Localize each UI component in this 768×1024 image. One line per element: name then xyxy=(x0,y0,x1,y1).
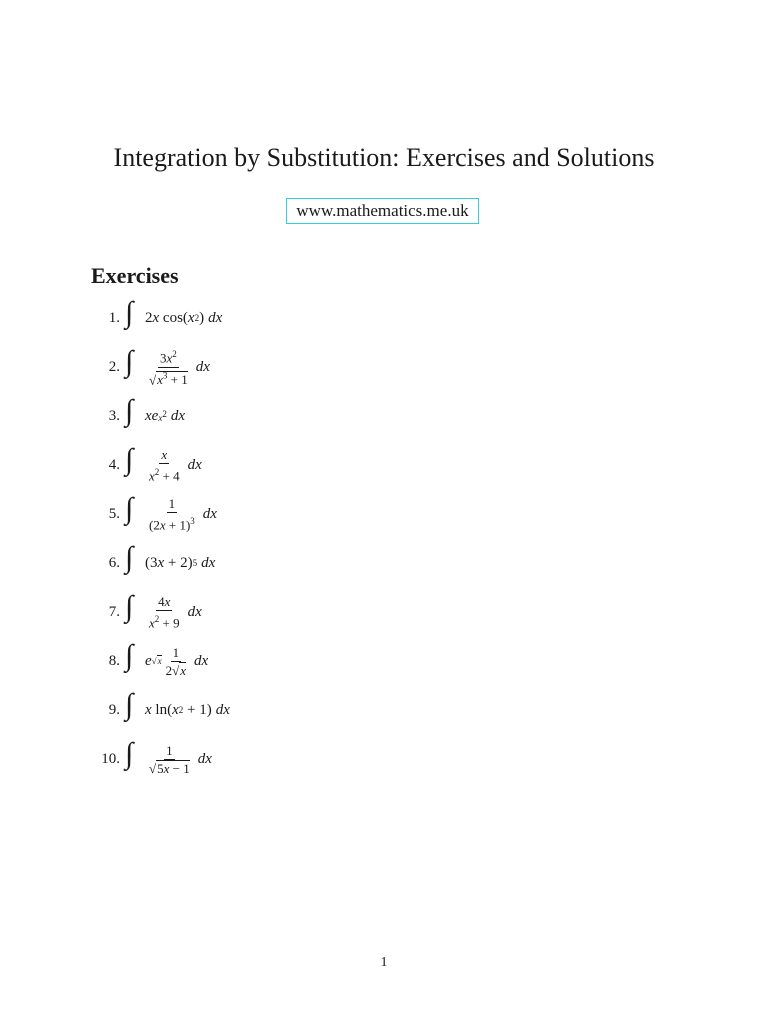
integral-sign-icon: ∫ xyxy=(125,492,134,525)
integrand: $\frac{1}{(2x + 1)^3}$ dx xyxy=(149,495,217,533)
integral-sign-icon: ∫ xyxy=(125,639,134,672)
integral-sign-icon: ∫ xyxy=(125,688,134,721)
page-title: Integration by Substitution: Exercises and Solutions xyxy=(113,143,655,172)
integrand: (3 x + 2) 5 dx xyxy=(145,554,216,571)
integral-sign-icon: ∫ xyxy=(125,296,134,329)
integral-sign-icon: ∫ xyxy=(125,394,134,427)
integrand: $\frac{4x}{x^2 + 9}$ dx xyxy=(149,593,202,631)
integral-sign-icon: ∫ xyxy=(125,443,134,476)
integrand: e √x $\frac{1}{2√x}$ dx xyxy=(145,644,209,678)
integrand: 2 x cos( x 2 ) dx xyxy=(145,309,223,326)
integral-sign-icon: ∫ xyxy=(125,737,134,770)
exercise-number: 5. xyxy=(108,505,120,522)
exercise-number: 8. xyxy=(108,652,120,669)
exercise-number: 4. xyxy=(108,456,120,473)
exercise-number: 1. xyxy=(108,309,120,326)
exercise-number: 10. xyxy=(101,750,120,767)
exercise-number: 2. xyxy=(108,358,120,375)
website-link[interactable]: www.mathematics.me.uk xyxy=(286,198,479,224)
page-number: 1 xyxy=(380,955,388,970)
integrand: xe $x^2$ dx xyxy=(145,407,185,424)
exercise-number: 3. xyxy=(108,407,120,424)
integral-sign-icon: ∫ xyxy=(125,345,134,378)
exercise-number: 9. xyxy=(108,701,120,718)
exercise-number: 6. xyxy=(108,554,120,571)
integrand: $\frac{x}{x^2 + 4}$ dx xyxy=(149,446,202,484)
section-heading: Exercises xyxy=(91,263,179,288)
integrand: $\frac{3x^2}{√x^3 + 1}$ dx xyxy=(149,349,210,387)
integral-sign-icon: ∫ xyxy=(125,541,134,574)
integral-sign-icon: ∫ xyxy=(125,590,134,623)
integrand: $\frac{1}{√5x - 1}$ dx xyxy=(149,742,212,776)
integrand: x ln( x 2 + 1) dx xyxy=(145,701,230,718)
exercise-number: 7. xyxy=(108,603,120,620)
